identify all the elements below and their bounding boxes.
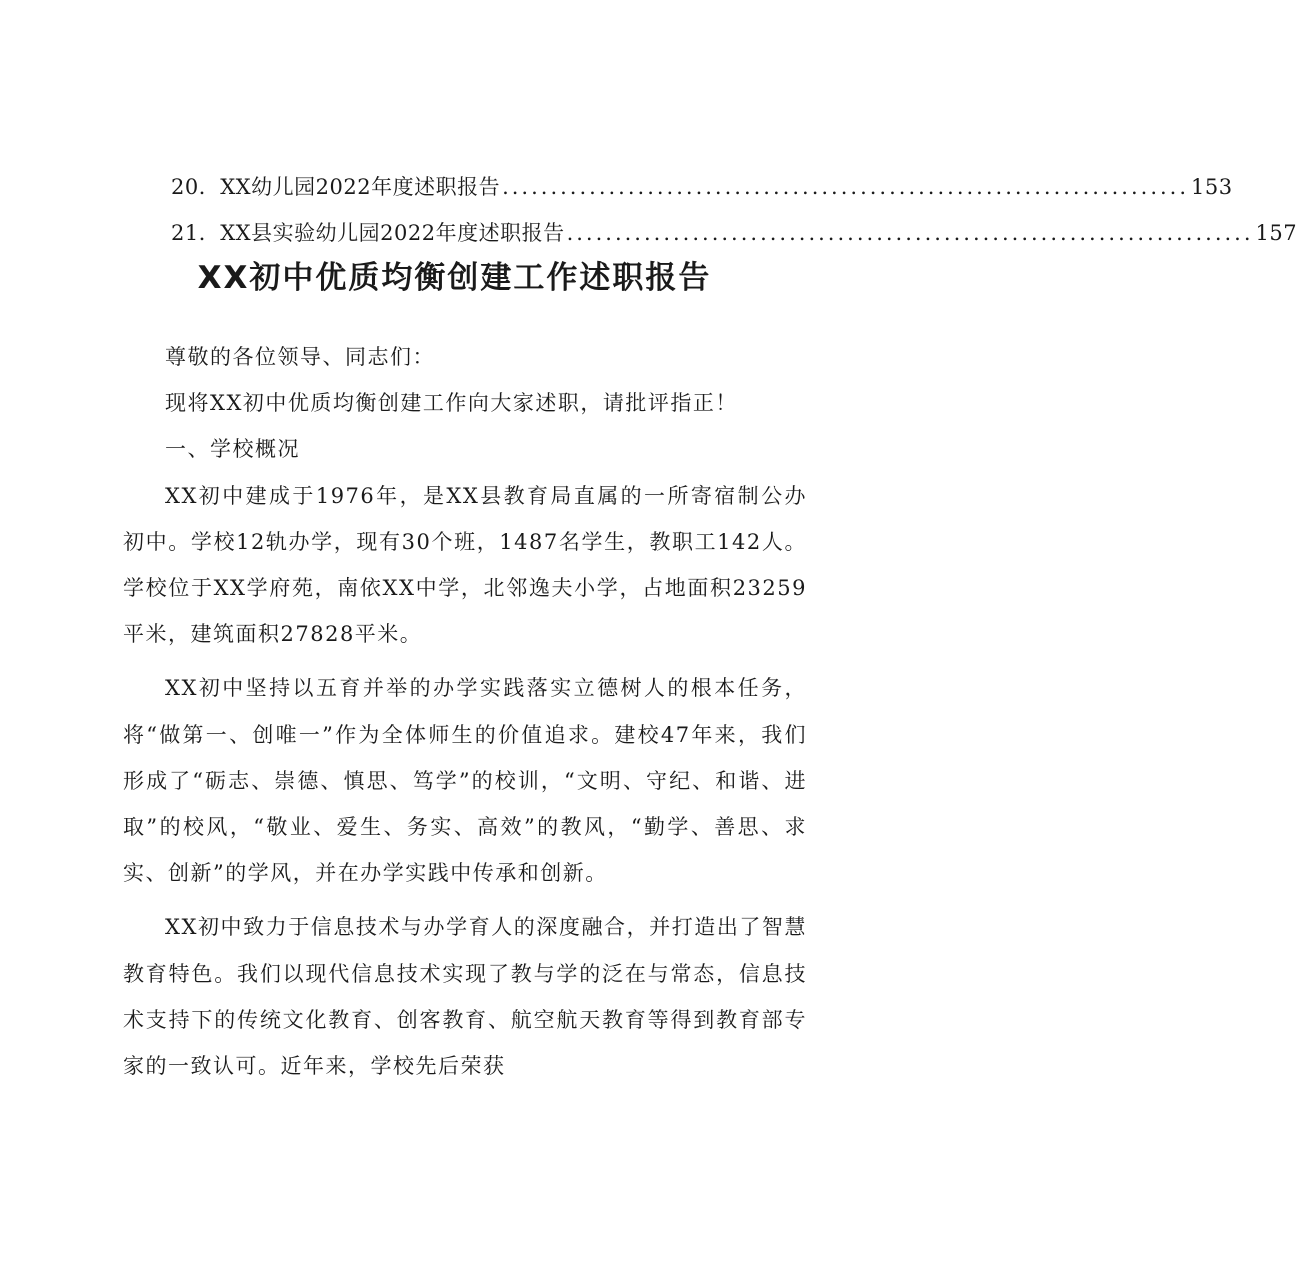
body-paragraph: XX初中坚持以五育并举的办学实践落实立德树人的根本任务，将“做第一、创唯一”作为全体师生的价值追求。建校47年来，我们形成了“砺志、崇德、慎思、笃学”的校训，“文明、守纪、和谐、进取”的校风，“敬业、爱生、务实、高效”的教风，“勤学、善思、求实、创新”的学风，并在办学实践中传承和创新。 <box>123 676 807 886</box>
toc-leader-dots: ....................................................................... <box>502 175 1190 199</box>
salutation: 尊敬的各位领导、同志们： <box>165 345 435 369</box>
intro-paragraph: 现将XX初中优质均衡创建工作向大家述职，请批评指正！ <box>165 391 738 416</box>
toc-entry-title: 20．XX幼儿园2022年度述职报告 <box>171 175 501 199</box>
toc-entry-title: 21．XX县实验幼儿园2022年度述职报告 <box>171 221 565 245</box>
toc-entry[interactable] <box>171 164 1233 210</box>
document-body <box>123 334 807 1089</box>
section-heading: 一、学校概况 <box>165 437 300 462</box>
body-paragraph: XX初中致力于信息技术与办学育人的深度融合，并打造出了智慧教育特色。我们以现代信息技术实现了教与学的泛在与常态，信息技术支持下的传统文化教育、创客教育、航空航天教育等得到教育部专家的一致认可。近年来，学校先后荣获 <box>123 915 807 1079</box>
table-of-contents <box>171 164 1297 256</box>
toc-leader-dots: ....................................................................... <box>566 221 1254 245</box>
body-paragraph: XX初中建成于1976年，是XX县教育局直属的一所寄宿制公办初中。学校12轨办学，现有30个班，1487名学生，教职工142人。学校位于XX学府苑，南依XX中学，北邻逸夫小学，占地面积23259平米，建筑面积27828平米。 <box>123 483 807 647</box>
document-title: XX初中优质均衡创建工作述职报告 <box>197 260 712 296</box>
toc-entry[interactable] <box>171 210 1297 256</box>
toc-entry-page: 153 <box>1191 175 1233 199</box>
toc-entry-page: 157 <box>1255 221 1297 245</box>
